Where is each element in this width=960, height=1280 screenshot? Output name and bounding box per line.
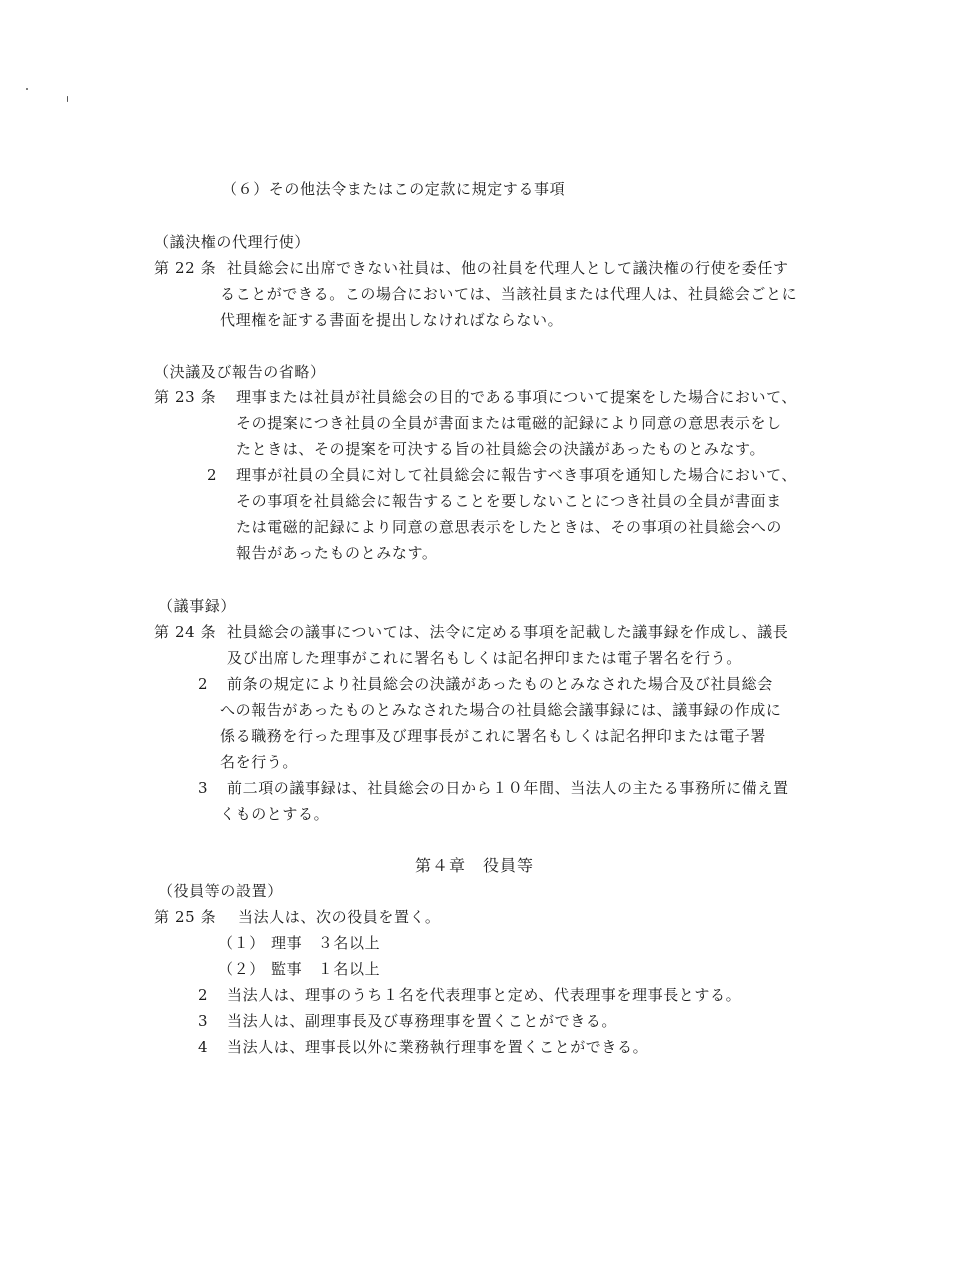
article-25-para-2-text: 当法人は、理事のうち１名を代表理事と定め、代表理事を理事長とする。: [227, 986, 742, 1004]
article-25-item-1-number: （１）: [218, 934, 265, 952]
article-24-number: 第 24 条: [154, 623, 217, 641]
article-24-para-3-line-2: くものとする。: [220, 805, 330, 823]
article-23-line-1: 理事または社員が社員総会の目的である事項について提案をした場合において、: [236, 388, 798, 406]
article-22-line-2: ることができる。この場合においては、当該社員または代理人は、社員総会ごとに: [220, 285, 798, 303]
article-22-line-3: 代理権を証する書面を提出しなければならない。: [220, 311, 564, 329]
article-23-number: 第 23 条: [154, 388, 217, 406]
item-6: （６）その他法令またはこの定款に規定する事項: [222, 180, 566, 198]
article-25-para-4-text: 当法人は、理事長以外に業務執行理事を置くことができる。: [227, 1038, 649, 1056]
article-25-para-3-text: 当法人は、副理事長及び専務理事を置くことができる。: [227, 1012, 618, 1030]
article-24-para-3-line-1: 前二項の議事録は、社員総会の日から１０年間、当法人の主たる事務所に備え置: [227, 779, 789, 797]
article-24-para-2-line-3: 係る職務を行った理事及び理事長がこれに署名もしくは記名押印または電子署: [220, 727, 767, 745]
article-24-para-2-line-4: 名を行う。: [220, 753, 299, 771]
article-23-para-2-line-2: その事項を社員総会に報告することを要しないことにつき社員の全員が書面ま: [236, 492, 782, 510]
article-23-heading: （決議及び報告の省略）: [154, 363, 326, 381]
article-25-para-4-number: 4: [198, 1038, 209, 1056]
article-24-para-2-number: 2: [198, 675, 209, 693]
article-23-para-2-line-3: たは電磁的記録により同意の意思表示をしたときは、その事項の社員総会への: [236, 518, 783, 536]
scan-speck: [67, 96, 68, 102]
article-25-item-2-number: （２）: [218, 960, 265, 978]
article-24-para-3-number: 3: [198, 779, 209, 797]
article-25-line-1: 当法人は、次の役員を置く。: [238, 908, 441, 926]
article-24-heading: （議事録）: [158, 597, 237, 615]
article-24-para-2-line-1: 前条の規定により社員総会の決議があったものとみなされた場合及び社員総会: [227, 675, 773, 693]
article-22-line-1: 社員総会に出席できない社員は、他の社員を代理人として議決権の行使を委任す: [227, 259, 789, 277]
article-25-para-3-number: 3: [198, 1012, 209, 1030]
article-25-item-2-text: 監事 １名以上: [271, 960, 381, 978]
article-23-line-3: たときは、その提案を可決する旨の社員総会の決議があったものとみなす。: [236, 440, 766, 458]
article-24-line-1: 社員総会の議事については、法令に定める事項を記載した議事録を作成し、議長: [227, 623, 789, 641]
article-23-para-2-number: 2: [207, 466, 218, 484]
article-25-number: 第 25 条: [154, 908, 217, 926]
article-25-heading: （役員等の設置）: [158, 882, 283, 900]
article-23-para-2-line-1: 理事が社員の全員に対して社員総会に報告すべき事項を通知した場合において、: [236, 466, 798, 484]
article-25-item-1-text: 理事 ３名以上: [271, 934, 381, 952]
article-23-para-2-line-4: 報告があったものとみなす。: [236, 544, 438, 562]
article-25-para-2-number: 2: [198, 986, 209, 1004]
article-22-number: 第 22 条: [154, 259, 217, 277]
article-24-para-2-line-2: への報告があったものとみなされた場合の社員総会議事録には、議事録の作成に: [220, 701, 782, 719]
article-22-heading: （議決権の代理行使）: [154, 233, 311, 251]
chapter-4-title: 第４章 役員等: [415, 856, 535, 875]
article-24-line-2: 及び出席した理事がこれに署名もしくは記名押印または電子署名を行う。: [227, 649, 742, 667]
article-23-line-2: その提案につき社員の全員が書面または電磁的記録により同意の意思表示をし: [236, 414, 782, 432]
scan-speck: [26, 88, 28, 90]
